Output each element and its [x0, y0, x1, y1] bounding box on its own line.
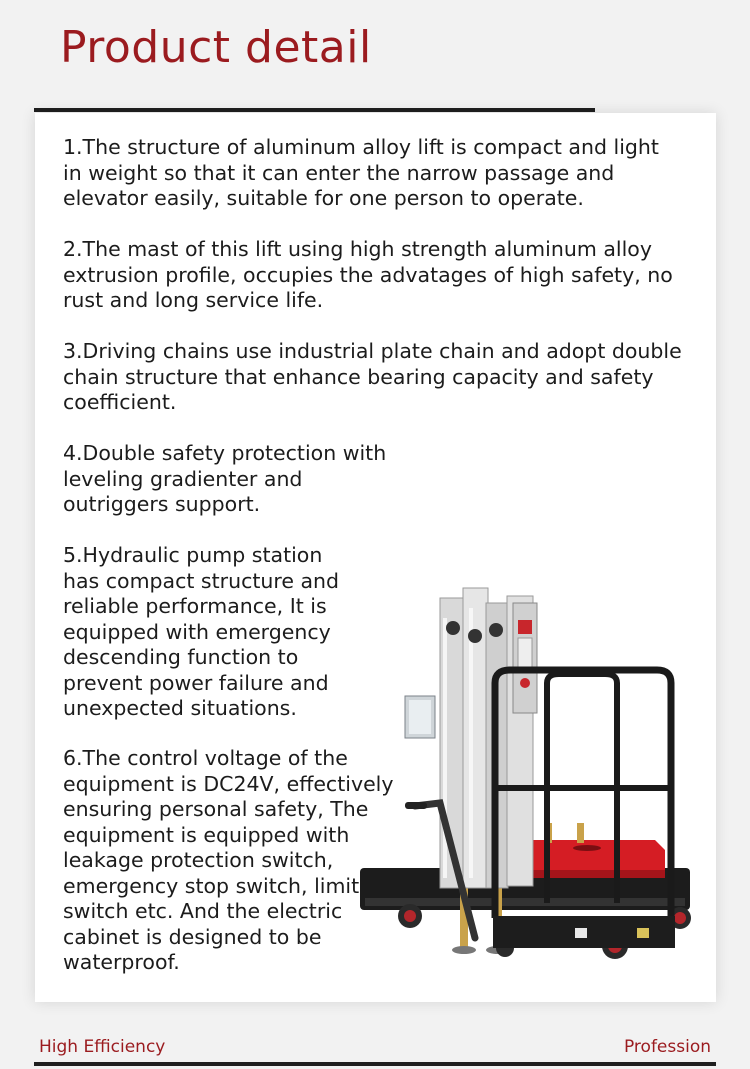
footer-slogan-left: High Efficiency [39, 1037, 166, 1057]
feature-paragraph-4: 4.Double safety protection with leveling gradienter and outriggers support. [63, 441, 387, 516]
footer-slogan-right: Profession [623, 1037, 711, 1057]
feature-paragraph-3: 3.Driving chains use industrial plate chain and adopt double chain structure that enhance bearing capacity and safety coefficient. [63, 339, 682, 414]
feature-paragraph-5: 5.Hydraulic pump station has compact structure and reliable performance, It is equipped with emergency descending function to prevent power failure and unexpected situations. [63, 543, 340, 720]
aerial-work-platform-image [355, 478, 700, 978]
footer-divider [34, 1062, 716, 1066]
title-divider [34, 108, 595, 112]
feature-paragraph-2: 2.The mast of this lift using high strength aluminum alloy extrusion profile, occupies the advatages of high safety, no rust and long service life. [63, 237, 673, 312]
feature-paragraph-1: 1.The structure of aluminum alloy lift is compact and light in weight so that it can enter the narrow passage and elevator easily, suitable for one person to operate. [63, 135, 659, 210]
feature-paragraph-6: 6.The control voltage of the equipment is DC24V, effectively ensuring personal safety, The equipment is equipped with leakage protection switch, emergency stop switch, limit switch etc. And the electric cabinet is designed to be waterproof. [63, 746, 394, 974]
product-detail-card [35, 113, 716, 1002]
page-title: Product detail [60, 22, 372, 73]
